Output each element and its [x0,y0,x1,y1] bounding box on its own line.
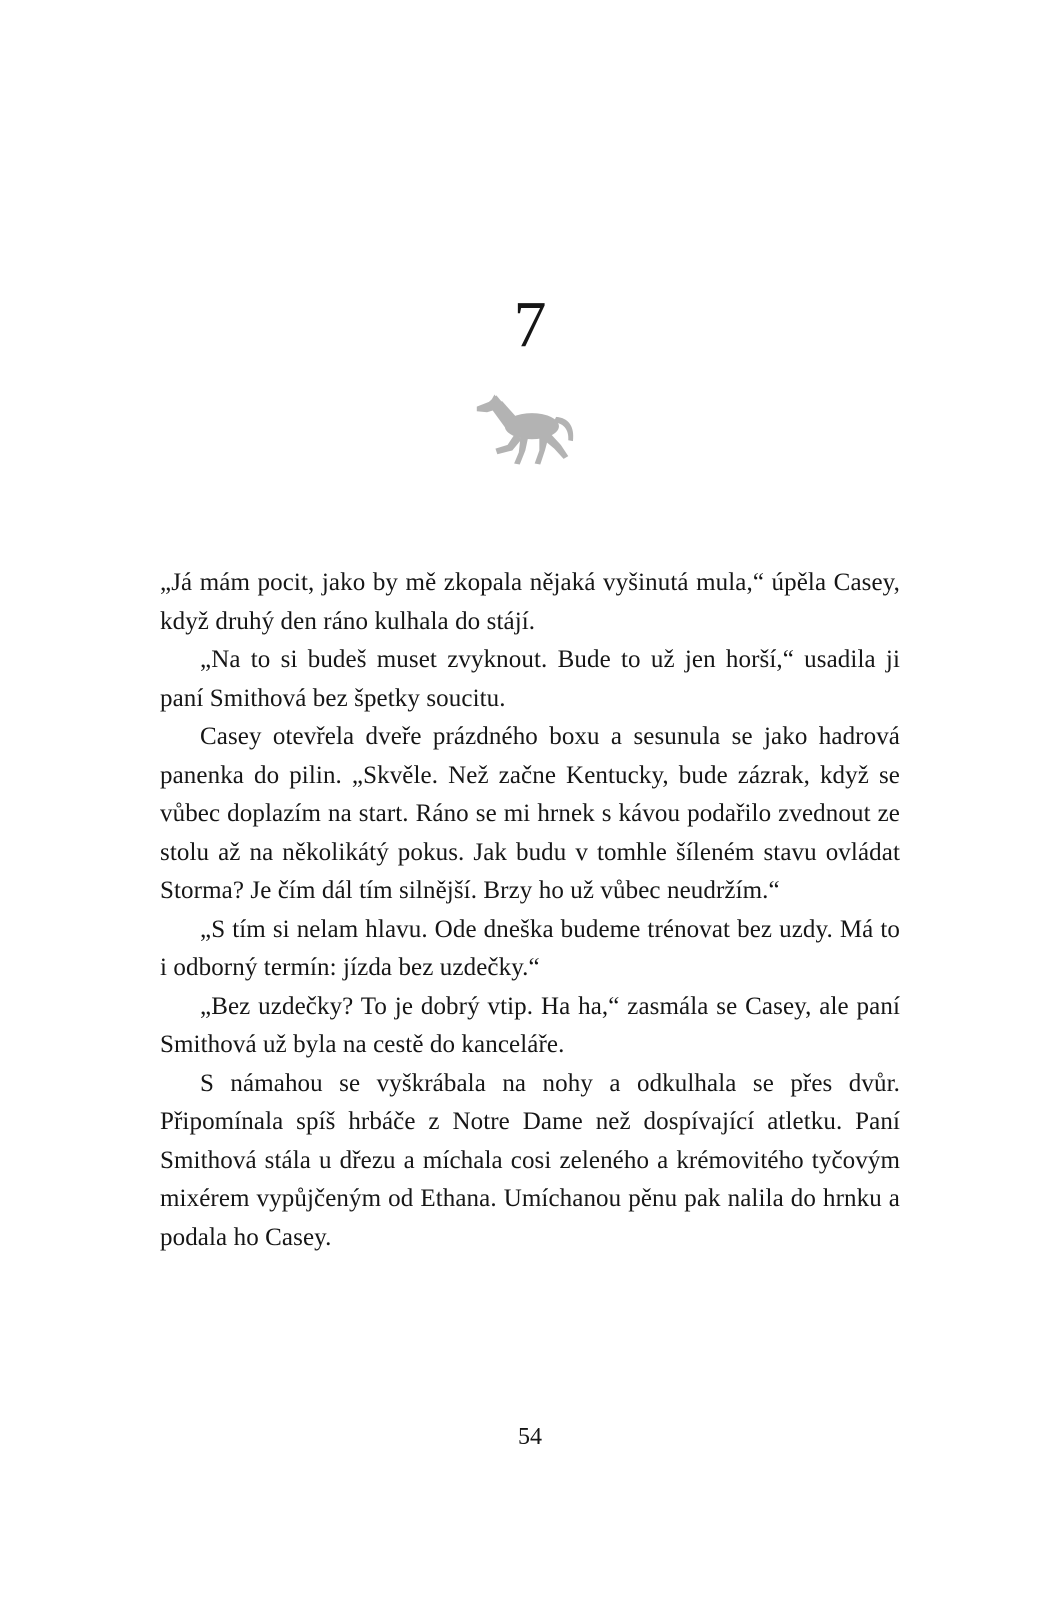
paragraph: S námahou se vyškrábala na nohy a odkulhala se přes dvůr. Připomínala spíš hrbáče z Notre Dame než dospívající atletku. Paní Smithová stála u dřezu a míchala cosi zeleného a krémovitého tyčovým mixérem vypůjčeným od Ethana. Umíchanou pěnu pak nalila do hrnku a podala ho Casey. [160,1069,900,1251]
paragraph: „Na to si budeš muset zvyknout. Bude to už jen horší,“ usadila ji paní Smithová bez špetky soucitu. [160,646,900,712]
paragraph: Casey otevřela dveře prázdného boxu a sesunula se jako hadrová panenka do pilin. „Skvěle. Než začne Kentucky, bude zázrak, když se vůbec doplazím na start. Ráno se mi hrnek s kávou podařilo zvednout ze stolu až na několikátý pokus. Jak budu v tomhle šíleném stavu ovládat Storma? Je čím dál tím silnější. Brzy ho už vůbec neudržím.“ [160,723,900,904]
paragraph: „S tím si nelam hlavu. Ode dneška budeme trénovat bez uzdy. Má to i odborný termín: jízda bez uzdečky.“ [160,915,900,981]
paragraph: „Já mám pocit, jako by mě zkopala nějaká vyšinutá mula,“ úpěla Casey, když druhý den ráno kulhala do stájí. [160,569,900,635]
chapter-ornament [0,390,1060,468]
paragraph: „Bez uzdečky? To je dobrý vtip. Ha ha,“ zasmála se Casey, ale paní Smithová už byla na cestě do kanceláře. [160,992,900,1058]
horse-icon [474,390,586,468]
chapter-text [160,564,900,1257]
page-number: 54 [518,1424,542,1450]
chapter-number: 7 [513,288,547,361]
